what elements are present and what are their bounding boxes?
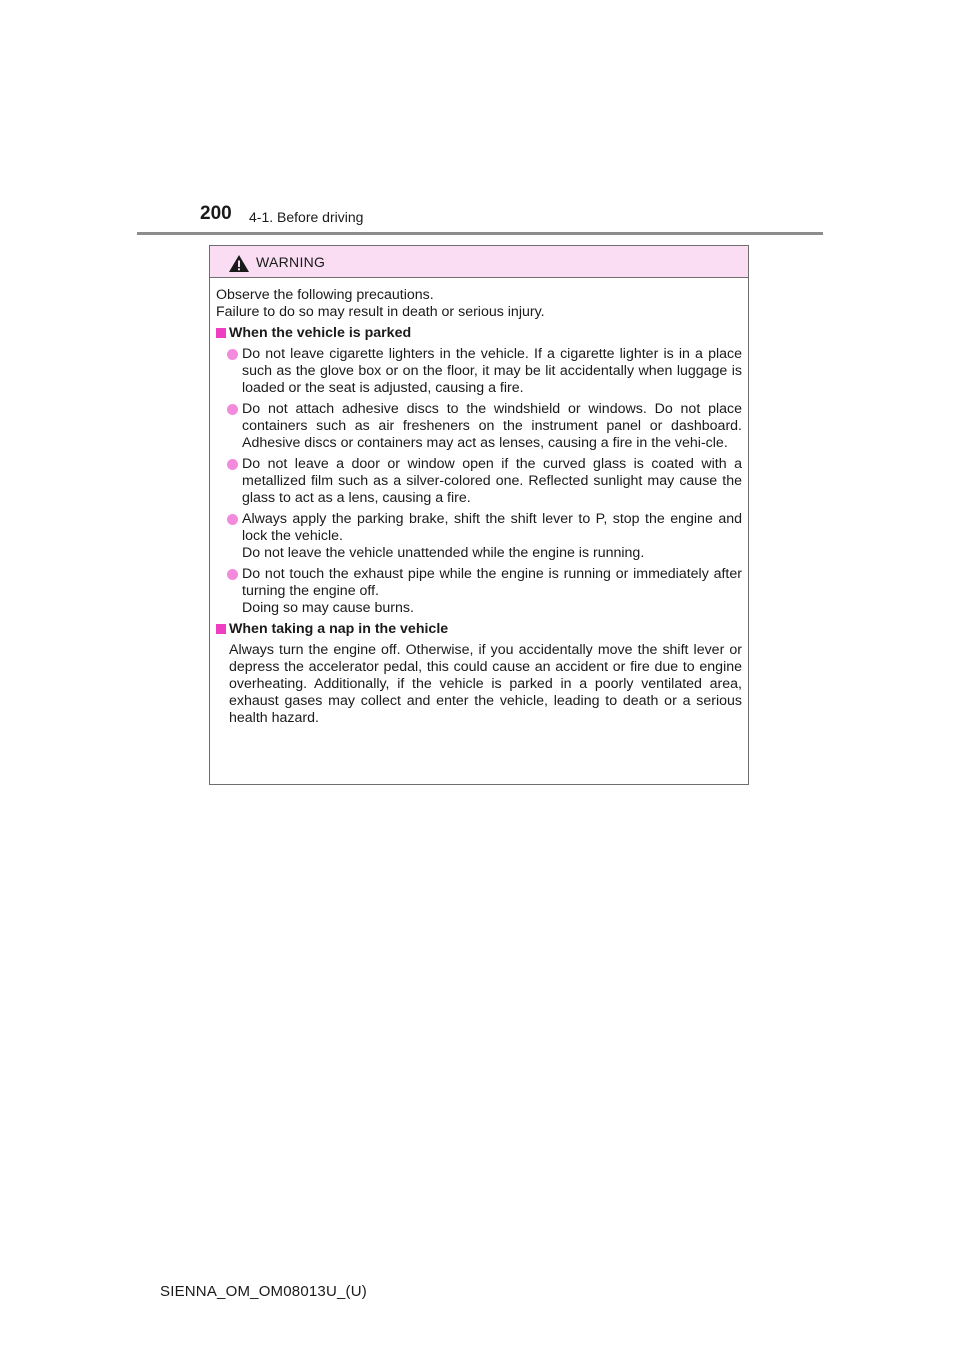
section-heading-parked [216, 325, 742, 342]
nap-paragraph: Always turn the engine off. Otherwise, if you accidentally move the shift lever or depress the accelerator pedal, this could cause an accident or fire due to engine overheating. Additionally, if the vehicle is parked in a poorly ventilated area, exhaust gases may collect and enter the vehicle, leading to death or a serious health hazard. [229, 642, 742, 726]
bullet-item [216, 346, 742, 397]
section-title: 4-1. Before driving [249, 209, 364, 225]
heading-text: When taking a nap in the vehicle [229, 621, 449, 637]
warning-body [210, 278, 748, 727]
bullet-text: Always apply the parking brake, shift the shift lever to P, stop the engine and lock the vehicle. [242, 511, 742, 544]
warning-label: WARNING [256, 254, 326, 270]
bullet-dot-icon [227, 404, 238, 415]
warning-header [210, 246, 748, 278]
heading-square-icon [216, 624, 226, 634]
bullet-item [216, 456, 742, 507]
heading-text: When the vehicle is parked [229, 325, 412, 341]
warning-box [209, 245, 749, 785]
page-number: 200 [200, 203, 232, 224]
bullet-text: Do not attach adhesive discs to the windshield or windows. Do not place containers such as air fresheners on the instrument panel or dashboard. Adhesive discs or containers may act as lenses, causing a fire in the vehi-cle. [242, 401, 742, 451]
bullet-text: Do not leave a door or window open if the curved glass is coated with a metallized film such as a silver-colored one. Reflected sunlight may cause the glass to act as a lens, causing a fire. [242, 456, 742, 506]
bullet-dot-icon [227, 459, 238, 470]
bullet-item [216, 511, 742, 562]
intro-line: Failure to do so may result in death or serious injury. [216, 304, 545, 320]
heading-square-icon [216, 328, 226, 338]
bullet-item [216, 401, 742, 452]
header-rule [137, 232, 823, 235]
warning-triangle-icon [228, 254, 250, 273]
footer-code: SIENNA_OM_OM08013U_(U) [160, 1283, 367, 1300]
intro-line: Observe the following precautions. [216, 287, 434, 303]
bullet-dot-icon [227, 514, 238, 525]
bullet-dot-icon [227, 349, 238, 360]
section-heading-nap [216, 621, 742, 638]
bullet-text: Do not leave cigarette lighters in the vehicle. If a cigarette lighter is in a place such as the glove box or on the floor, it may be lit accidentally when luggage is loaded or the seat is adjusted, causing a fire. [242, 346, 742, 396]
bullet-text: Doing so may cause burns. [242, 600, 414, 616]
bullet-item [216, 566, 742, 617]
bullet-dot-icon [227, 569, 238, 580]
bullet-text: Do not leave the vehicle unattended while the engine is running. [242, 545, 645, 561]
bullet-text: Do not touch the exhaust pipe while the engine is running or immediately after turning the engine off. [242, 566, 742, 599]
